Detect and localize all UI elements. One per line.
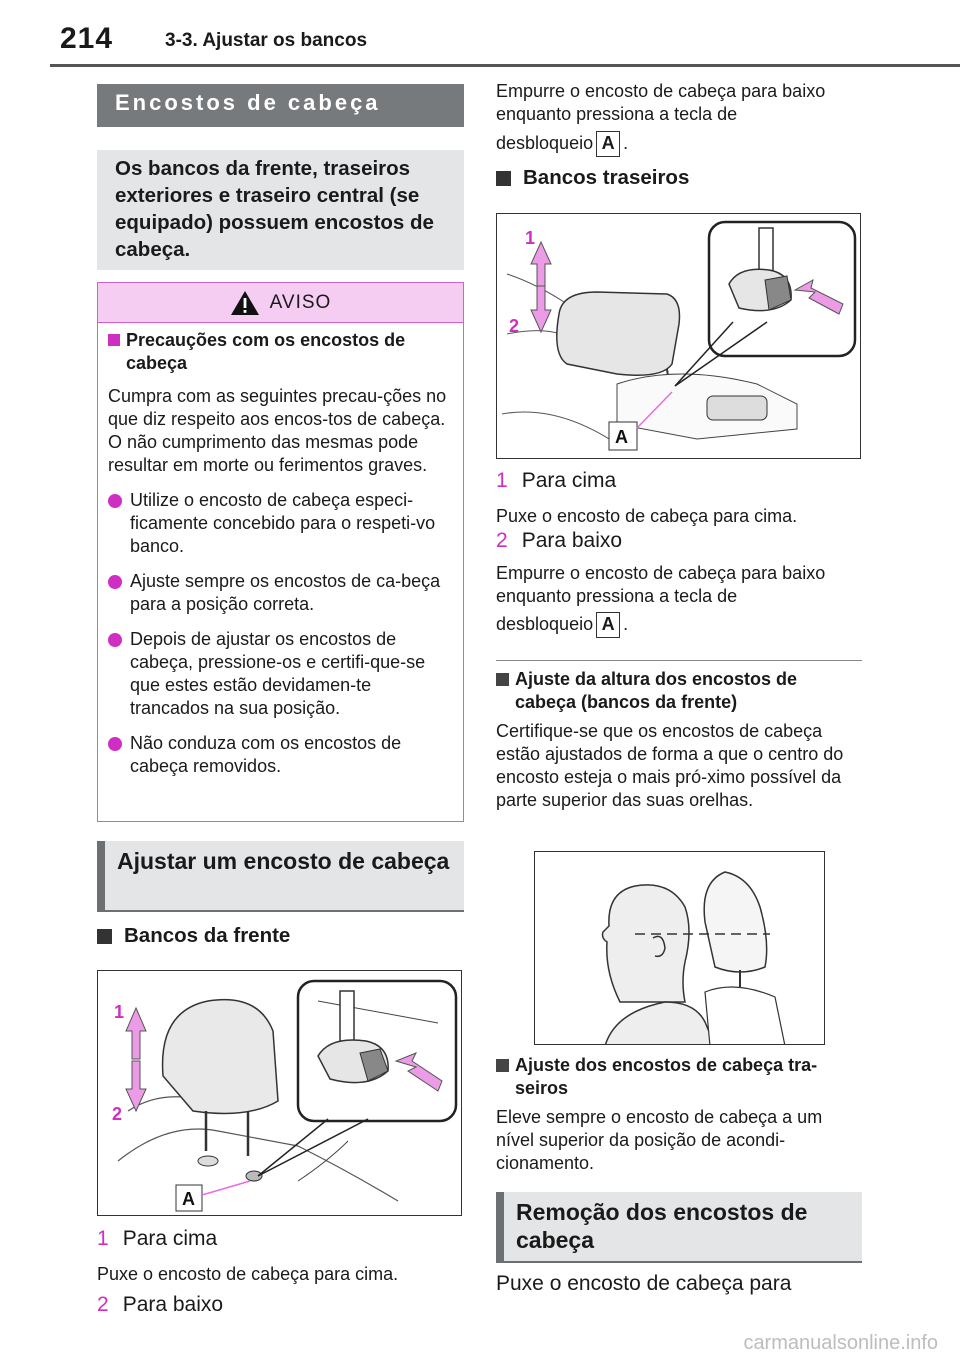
rear-headrest-illustration [497, 214, 861, 459]
height-adjust-text: Certifique-se que os encostos de cabeça estão ajustados de forma a que o centro do encosto esteja o mais pró-ximo possível da parte superior das suas orelhas. [496, 721, 844, 810]
label-2: 2 [509, 316, 520, 336]
section-title-remocao: Remoção dos encostos de cabeça [496, 1192, 862, 1262]
section-title-ajustar: Ajustar um encosto de cabeça [97, 841, 464, 911]
front-step-2: 2 Para baixo [97, 1293, 224, 1316]
watermark: carmanualsonline.info [743, 1332, 938, 1354]
warning-item: Depois de ajustar os encostos de cabeça, pressione-os e certifi-que-se que estes estão devidamen-te trancados na sua posição. [108, 628, 451, 720]
rear-adjust-text: Eleve sempre o encosto de cabeça a um nível superior da posição de acondi-cionamento. [496, 1107, 823, 1173]
rear-step-1-text: Puxe o encosto de cabeça para cima. [496, 506, 798, 526]
head-position-figure [534, 851, 825, 1045]
label-2: 2 [112, 1104, 123, 1124]
divider [496, 660, 862, 661]
rear-seats-heading: Bancos traseiros [496, 166, 689, 190]
section-title-encostos: Encostos de cabeça [97, 84, 464, 127]
warning-title: AVISO [269, 291, 332, 313]
warning-item: Ajuste sempre os encostos de ca-beça para a posição correta. [108, 570, 451, 616]
section-rule [97, 910, 464, 912]
page-number: 214 [60, 22, 114, 55]
square-bullet-icon [496, 1059, 509, 1072]
rear-step-2: 2 Para baixo [496, 529, 623, 552]
warning-item: Não conduza com os encostos de cabeça removidos. [108, 732, 451, 778]
bullet-dot-icon [108, 737, 122, 751]
square-bullet-icon [496, 673, 509, 686]
label-a: A [182, 1189, 195, 1209]
label-1: 1 [525, 228, 536, 248]
height-adjust-heading: Ajuste da altura dos encostos de cabeça (bancos da frente) [496, 668, 862, 714]
warning-subtitle-row [108, 329, 451, 375]
last-text: Puxe o encosto de cabeça para [496, 1272, 792, 1295]
front-headrest-figure [97, 970, 462, 1216]
key-a-icon: A [596, 131, 620, 157]
bullet-dot-icon [108, 575, 122, 589]
continued-text: Empurre o encosto de cabeça para baixo enquanto pressiona a tecla de [496, 81, 826, 124]
header-rule [50, 64, 960, 67]
rear-step-1: 1 Para cima [496, 469, 617, 492]
square-bullet-icon [108, 334, 120, 346]
front-step-1: 1 Para cima [97, 1227, 218, 1250]
front-headrest-illustration [98, 971, 462, 1216]
label-a: A [615, 427, 628, 447]
bullet-dot-icon [108, 494, 122, 508]
bullet-dot-icon [108, 633, 122, 647]
front-step-1-text: Puxe o encosto de cabeça para cima. [97, 1264, 399, 1284]
head-position-illustration [535, 852, 825, 1045]
warning-icon [230, 290, 260, 316]
section-rule [496, 1261, 862, 1263]
front-seats-heading: Bancos da frente [97, 924, 290, 948]
warning-header [98, 283, 463, 323]
rear-adjust-heading: Ajuste dos encostos de cabeça tra-seiros [496, 1054, 862, 1100]
warning-subtitle: Precauções com os encostos de cabeça [126, 330, 406, 373]
warning-text: Cumpra com as seguintes precau-ções no que diz respeito aos encos-tos de cabeça. O não cumprimento das mesmas pode resultar em morte ou ferimentos graves. [108, 386, 447, 475]
intro-box: Os bancos da frente, traseiros exteriores e traseiro central (se equipado) possuem encostos de cabeça. [97, 150, 464, 270]
square-bullet-icon [97, 929, 112, 944]
warning-item: Utilize o encosto de cabeça especi-ficamente concebido para o respeti-vo banco. [108, 489, 451, 558]
continued-text-key: desbloqueio A . [496, 131, 628, 157]
square-bullet-icon [496, 171, 511, 186]
rear-step-2-key: desbloqueio A . [496, 612, 628, 638]
warning-box [97, 282, 464, 822]
label-1: 1 [114, 1002, 125, 1022]
key-a-icon: A [596, 612, 620, 638]
chapter-title: 3-3. Ajustar os bancos [165, 30, 368, 51]
rear-headrest-figure [496, 213, 861, 459]
rear-step-2-text: Empurre o encosto de cabeça para baixo enquanto pressiona a tecla de [496, 563, 826, 606]
